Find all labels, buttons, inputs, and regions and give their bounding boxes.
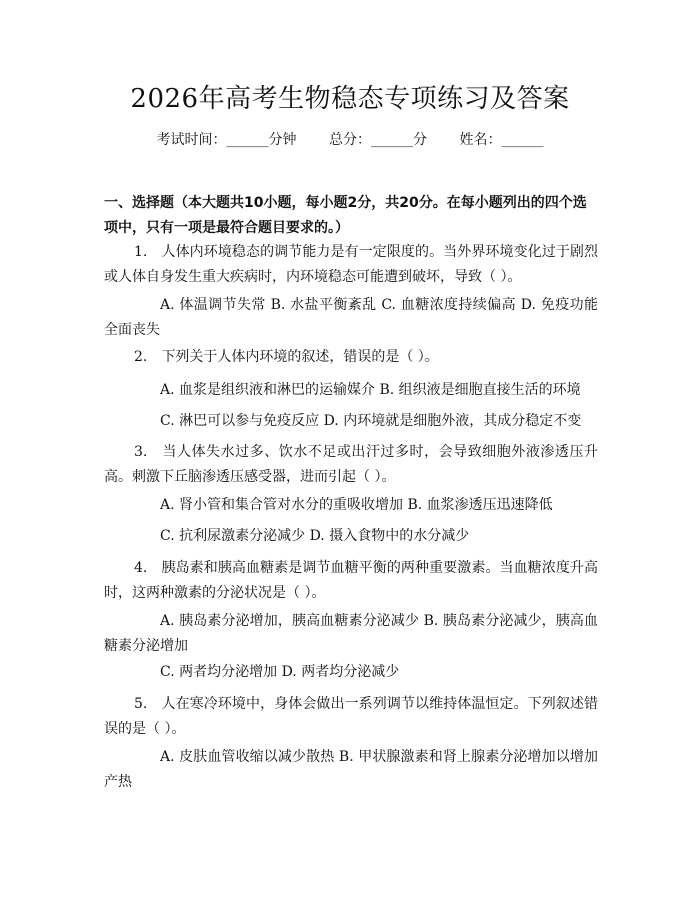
exam-time: 考试时间：______分钟 xyxy=(156,132,297,148)
question-3: 3. 当人体失水过多、饮水不足或出汗过多时，会导致细胞外液渗透压升高。刺激下丘脑渗透压感受器，进而引起（ ）。 xyxy=(104,444,598,485)
question-2-options-cd: C. 淋巴可以参与免疫反应 D. 内环境就是细胞外液，其成分稳定不变 xyxy=(160,413,582,429)
question-2: 2. 下列关于人体内环境的叙述，错误的是（ ）。 xyxy=(134,349,439,365)
question-3-options-cd: C. 抗利尿激素分泌减少 D. 摄入食物中的水分减少 xyxy=(160,528,470,544)
question-5-options-ab: A. 皮肤血管收缩以减少散热 B. 甲状腺激素和肾上腺素分泌增加以增加产热 xyxy=(104,749,598,790)
exam-score: 总分：______分 xyxy=(329,132,427,148)
page-title: 2026年高考生物稳态专项练习及答案 xyxy=(130,84,570,114)
question-4-options-ab: A. 胰岛素分泌增加，胰高血糖素分泌减少 B. 胰岛素分泌减少，胰高血糖素分泌增加 xyxy=(104,613,598,654)
exam-name: 姓名：______ xyxy=(459,132,544,148)
question-1-options: A. 体温调节失常 B. 水盐平衡紊乱 C. 血糖浓度持续偏高 D. 免疫功能全面丧失 xyxy=(104,297,598,338)
question-3-options-ab: A. 肾小管和集合管对水分的重吸收增加 B. 血浆渗透压迅速降低 xyxy=(160,497,553,513)
question-4: 4. 胰岛素和胰高血糖素是调节血糖平衡的两种重要激素。当血糖浓度升高时，这两种激素的分泌状况是（ ）。 xyxy=(104,560,598,601)
exam-info xyxy=(0,130,700,150)
question-1: 1. 人体内环境稳态的调节能力是有一定限度的。当外界环境变化过于剧烈或人体自身发生重大疾病时，内环境稳态可能遭到破坏，导致（ ）。 xyxy=(104,244,598,285)
question-4-options-cd: C. 两者均分泌增加 D. 两者均分泌减少 xyxy=(160,664,400,680)
section-heading: 一、选择题（本大题共10小题，每小题2分，共20分。在每小题列出的四个选项中，只有一项是最符合题目要求的。） xyxy=(104,195,587,236)
question-5: 5. 人在寒冷环境中，身体会做出一系列调节以维持体温恒定。下列叙述错误的是（ ）。 xyxy=(104,696,598,737)
question-2-options-ab: A. 血浆是组织液和淋巴的运输媒介 B. 组织液是细胞直接生活的环境 xyxy=(160,382,581,398)
